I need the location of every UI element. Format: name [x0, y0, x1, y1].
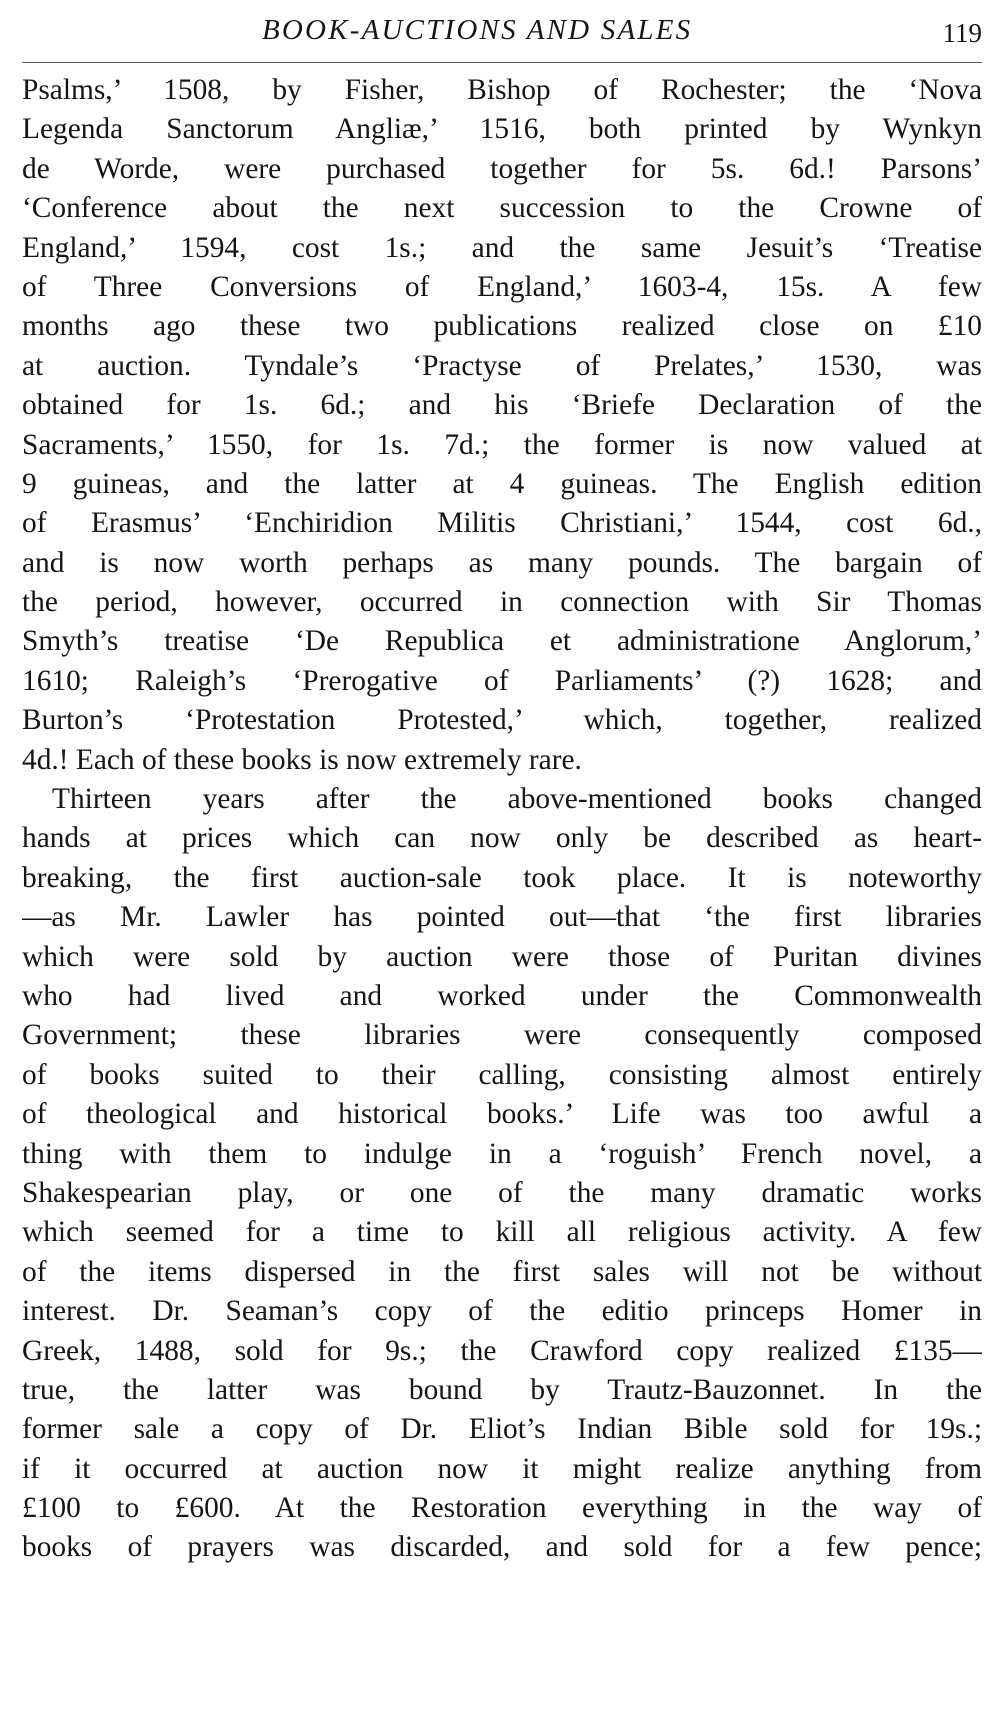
text-line: obtained for 1s. 6d.; and his ‘Briefe Declaration of the — [22, 389, 982, 422]
text-line: breaking, the first auction-sale took place. It is noteworthy — [22, 861, 982, 894]
running-title: BOOK-AUCTIONS AND SALES — [262, 14, 693, 46]
text-line: ‘Conference about the next succession to the Crowne of — [22, 192, 982, 225]
text-line: £100 to £600. At the Restoration everything in the way of — [22, 1492, 982, 1525]
text-line: Psalms,’ 1508, by Fisher, Bishop of Rochester; the ‘Nova — [22, 74, 982, 106]
text-line: 1610; Raleigh’s ‘Prerogative of Parliaments’ (?) 1628; and — [22, 664, 982, 697]
text-line: who had lived and worked under the Commonwealth — [22, 979, 982, 1012]
text-line: of theological and historical books.’ Life was too awful a — [22, 1098, 982, 1131]
text-line: Smyth’s treatise ‘De Republica et administratione Anglorum,’ — [22, 625, 982, 658]
text-line: of books suited to their calling, consisting almost entirely — [22, 1058, 982, 1091]
text-line: 4d.! Each of these books is now extremely rare. — [22, 743, 582, 776]
text-line: —as Mr. Lawler has pointed out—that ‘the first libraries — [22, 901, 982, 934]
header-rule — [22, 62, 982, 63]
text-line: Thirteen years after the above-mentioned books changed — [52, 783, 982, 816]
text-line: of Three Conversions of England,’ 1603-4, 15s. A few — [22, 270, 982, 303]
paragraph-1 — [22, 71, 982, 780]
text-line: at auction. Tyndale’s ‘Practyse of Prelates,’ 1530, was — [22, 349, 982, 382]
text-line: of the items dispersed in the first sales will not be without — [22, 1255, 982, 1288]
text-line: England,’ 1594, cost 1s.; and the same Jesuit’s ‘Treatise — [22, 231, 982, 264]
text-line: true, the latter was bound by Trautz-Bauzonnet. In the — [22, 1373, 982, 1406]
text-line: 9 guineas, and the latter at 4 guineas. The English edition — [22, 467, 982, 500]
page-number: 119 — [942, 18, 982, 48]
text-line: former sale a copy of Dr. Eliot’s Indian Bible sold for 19s.; — [22, 1413, 982, 1446]
body-text — [22, 71, 982, 1568]
running-head — [0, 14, 1000, 54]
text-line: of Erasmus’ ‘Enchiridion Militis Christiani,’ 1544, cost 6d., — [22, 507, 982, 540]
text-line: which seemed for a time to kill all religious activity. A few — [22, 1216, 982, 1249]
text-line: months ago these two publications realized close on £10 — [22, 310, 982, 343]
text-line: thing with them to indulge in a ‘roguish’ French novel, a — [22, 1137, 982, 1170]
text-line: books of prayers was discarded, and sold for a few pence; — [22, 1531, 982, 1564]
text-line: Greek, 1488, sold for 9s.; the Crawford copy realized £135— — [22, 1334, 982, 1367]
text-line: if it occurred at auction now it might realize anything from — [22, 1452, 982, 1485]
text-line: interest. Dr. Seaman’s copy of the editio princeps Homer in — [22, 1295, 982, 1328]
text-line: Legenda Sanctorum Angliæ,’ 1516, both printed by Wynkyn — [22, 113, 982, 146]
text-line: Burton’s ‘Protestation Protested,’ which, together, realized — [22, 704, 982, 737]
text-line: Sacraments,’ 1550, for 1s. 7d.; the former is now valued at — [22, 428, 982, 461]
text-line: hands at prices which can now only be described as heart- — [22, 822, 982, 855]
text-line: and is now worth perhaps as many pounds. The bargain of — [22, 546, 982, 579]
text-line: the period, however, occurred in connection with Sir Thomas — [22, 586, 982, 619]
text-line: de Worde, were purchased together for 5s. 6d.! Parsons’ — [22, 152, 982, 185]
text-line: which were sold by auction were those of Puritan divines — [22, 940, 982, 973]
text-line: Government; these libraries were consequently composed — [22, 1019, 982, 1052]
paragraph-2 — [22, 780, 982, 1568]
text-line: Shakespearian play, or one of the many dramatic works — [22, 1176, 982, 1209]
